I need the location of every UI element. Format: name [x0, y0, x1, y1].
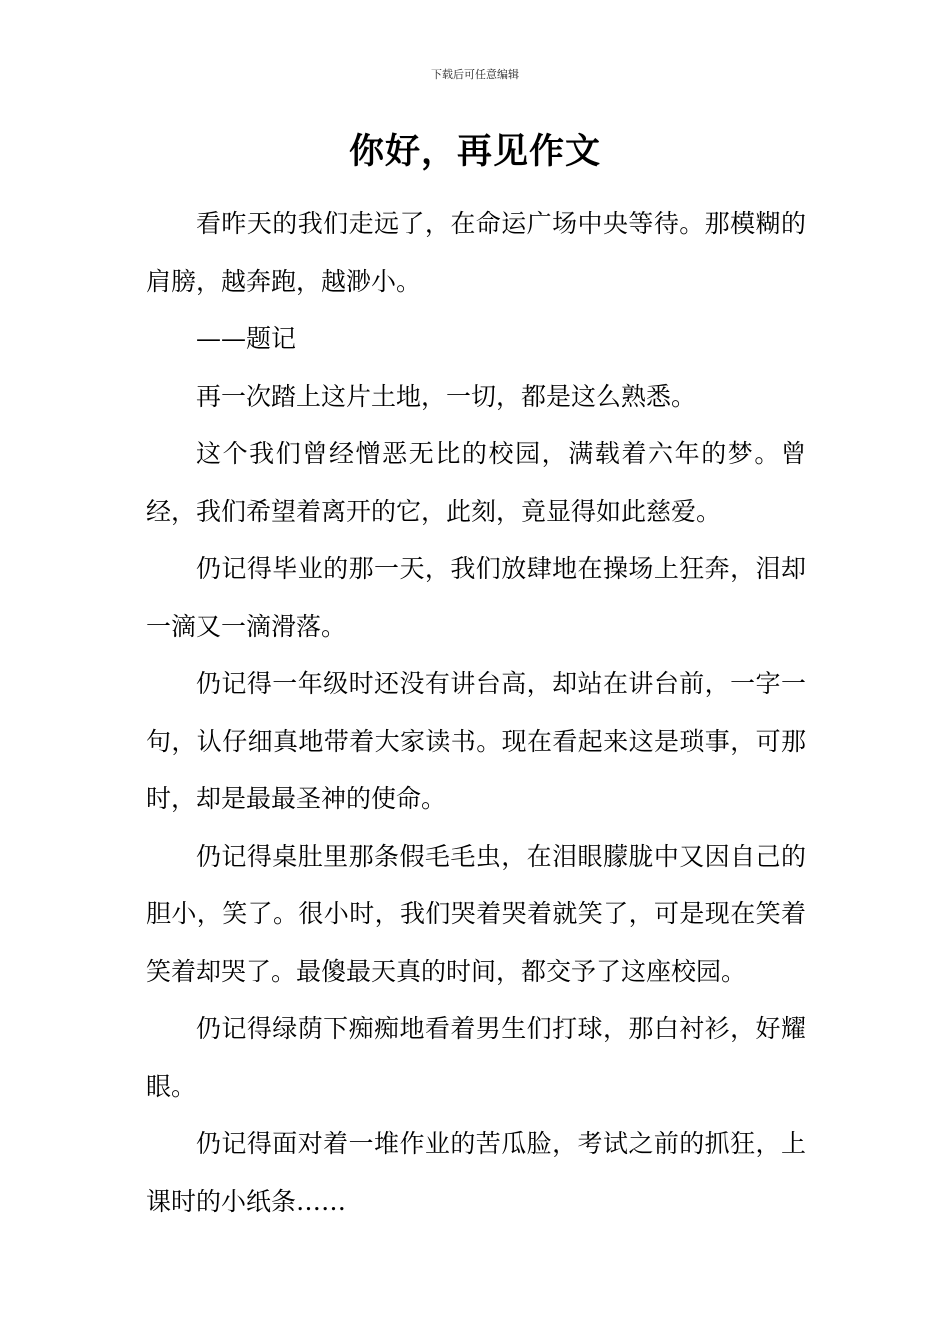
paragraph: 这个我们曾经憎恶无比的校园，满载着六年的梦。曾经，我们希望着离开的它，此刻，竟显得如此慈爱。	[146, 439, 806, 526]
page-title: 你好，再见作文	[348, 132, 601, 172]
header-note: 下载后可任意编辑	[431, 68, 519, 81]
paragraph: 仍记得面对着一堆作业的苦瓜脸，考试之前的抓狂，上课时的小纸条……	[146, 1129, 806, 1216]
paragraph: 仍记得毕业的那一天，我们放肆地在操场上狂奔，泪却一滴又一滴滑落。	[146, 554, 806, 641]
document-body	[146, 195, 806, 1230]
paragraph-epigraph-signature: ——题记	[196, 324, 297, 353]
paragraph: 仍记得桌肚里那条假毛毛虫，在泪眼朦胧中又因自己的胆小，笑了。很小时，我们哭着哭着就笑了，可是现在笑着笑着却哭了。最傻最天真的时间，都交予了这座校园。	[146, 841, 806, 986]
paragraph: 再一次踏上这片土地，一切，都是这么熟悉。	[196, 381, 697, 411]
paragraph: 仍记得一年级时还没有讲台高，却站在讲台前，一字一句，认仔细真地带着大家读书。现在看起来这是琐事，可那时，却是最最圣神的使命。	[146, 669, 806, 813]
paragraph: 看昨天的我们走远了，在命运广场中央等待。那模糊的肩膀，越奔跑，越渺小。	[146, 209, 806, 296]
paragraph: 仍记得绿荫下痴痴地看着男生们打球，那白衬衫，好耀眼。	[146, 1014, 806, 1101]
